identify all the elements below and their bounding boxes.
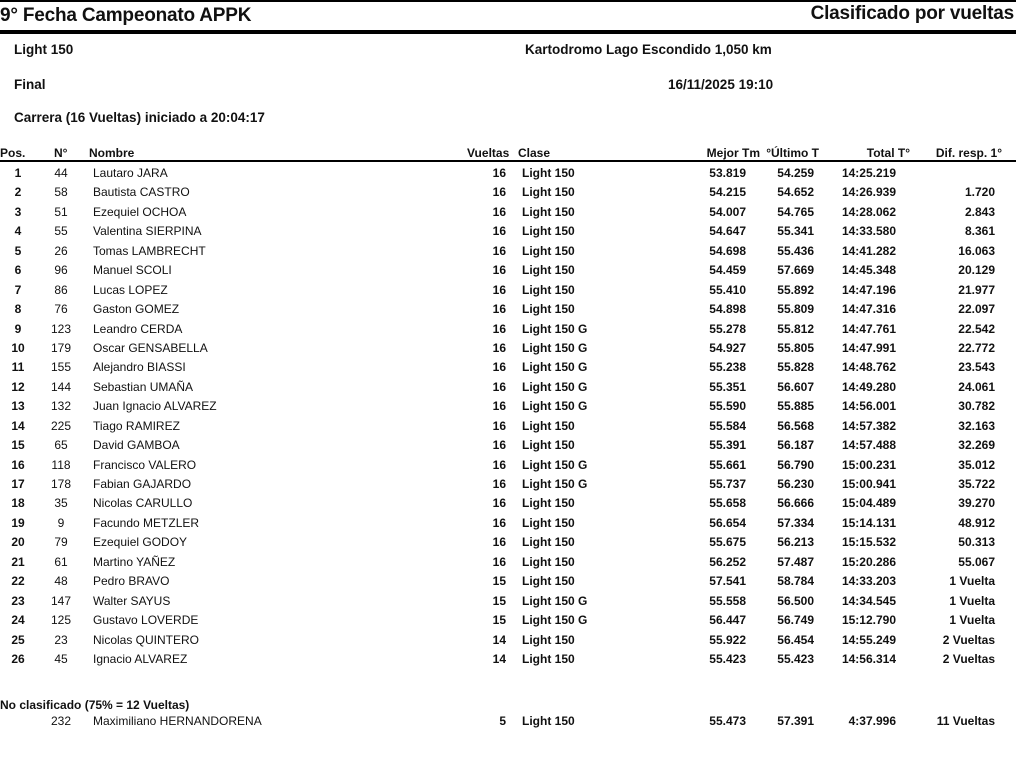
table-row	[0, 630, 1016, 649]
cell-driver-name: Alejandro BIASSI	[93, 360, 186, 375]
cell-driver-name: Nicolas QUINTERO	[93, 632, 200, 647]
cell-position: 6	[14, 263, 22, 278]
cell-position: 15	[11, 438, 25, 453]
cell-class: Light 150	[522, 632, 575, 647]
cell-driver-name: Nicolas CARULLO	[93, 496, 193, 511]
cell-total-time: 14:57.488	[841, 438, 896, 453]
cell-total-time: 14:26.939	[841, 185, 896, 200]
cell-total-time: 14:47.991	[841, 340, 896, 355]
cell-total-time: 14:45.348	[841, 263, 896, 278]
cell-laps: 5	[499, 714, 506, 728]
cell-best-lap: 55.351	[709, 379, 746, 394]
cell-driver-name: Ezequiel OCHOA	[93, 204, 187, 219]
cell-position: 11	[11, 360, 25, 375]
cell-gap-to-leader: 32.269	[958, 438, 995, 453]
cell-position: 3	[14, 204, 22, 219]
cell-kart-number: 58	[54, 185, 68, 200]
cell-last-lap: 55.828	[777, 360, 814, 375]
table-row	[0, 649, 1016, 668]
cell-gap-to-leader: 2.843	[964, 204, 995, 219]
cell-best-lap: 54.647	[709, 224, 746, 239]
cell-gap-to-leader: 11 Vueltas	[936, 714, 995, 728]
cell-gap-to-leader: 1.720	[964, 185, 995, 200]
event-title: 9° Fecha Campeonato APPK	[0, 5, 252, 26]
cell-last-lap: 56.500	[777, 593, 814, 608]
cell-gap-to-leader: 50.313	[958, 535, 995, 550]
cell-position: 24	[11, 613, 25, 628]
cell-last-lap: 55.341	[777, 224, 814, 239]
top-rule	[0, 0, 1016, 2]
results-table-body	[0, 163, 1016, 668]
cell-class: Light 150 G	[522, 321, 588, 336]
cell-kart-number: 51	[54, 204, 68, 219]
cell-best-lap: 55.922	[709, 632, 746, 647]
cell-last-lap: 56.213	[777, 535, 814, 550]
cell-laps: 16	[492, 282, 506, 297]
header-divider	[0, 30, 1016, 34]
cell-laps: 16	[492, 360, 506, 375]
cell-gap-to-leader: 22.542	[958, 321, 995, 336]
cell-last-lap: 57.487	[777, 554, 814, 569]
cell-kart-number: 44	[54, 166, 68, 180]
cell-gap-to-leader: 20.129	[958, 263, 995, 278]
table-row	[0, 319, 1016, 338]
cell-kart-number: 144	[50, 379, 72, 394]
cell-driver-name: Lucas LOPEZ	[93, 282, 168, 297]
cell-total-time: 4:37.996	[848, 714, 896, 728]
cell-class: Light 150	[522, 574, 575, 589]
cell-class: Light 150	[522, 651, 575, 666]
cell-driver-name: Manuel SCOLI	[93, 263, 172, 278]
sort-mode-label: Clasificado por vueltas	[810, 3, 1014, 24]
cell-kart-number: 26	[54, 243, 68, 258]
cell-kart-number: 23	[54, 632, 68, 647]
cell-gap-to-leader: 23.543	[958, 360, 995, 375]
cell-driver-name: Martino YAÑEZ	[93, 554, 176, 569]
cell-last-lap: 57.669	[777, 263, 814, 278]
cell-total-time: 14:25.219	[841, 166, 896, 180]
cell-class: Light 150	[522, 166, 575, 180]
table-header	[0, 144, 1016, 160]
cell-gap-to-leader: 2 Vueltas	[942, 632, 995, 647]
table-row	[0, 416, 1016, 435]
cell-position: 10	[11, 340, 25, 355]
cell-last-lap: 57.334	[777, 515, 814, 530]
col-header-best-time: Mejor Tm	[706, 146, 760, 160]
race-info: Carrera (16 Vueltas) iniciado a 20:04:17	[14, 110, 265, 125]
cell-last-lap: 55.892	[777, 282, 814, 297]
cell-class: Light 150 G	[522, 613, 588, 628]
cell-total-time: 15:12.790	[841, 613, 896, 628]
cell-kart-number: 55	[54, 224, 68, 239]
cell-position: 23	[11, 593, 25, 608]
cell-total-time: 14:55.249	[841, 632, 896, 647]
table-row	[0, 221, 1016, 240]
cell-total-time: 14:47.316	[841, 302, 896, 317]
cell-total-time: 14:56.314	[841, 651, 896, 666]
cell-gap-to-leader: 32.163	[958, 418, 995, 433]
table-row	[0, 571, 1016, 590]
cell-laps: 16	[492, 263, 506, 278]
cell-laps: 14	[492, 632, 506, 647]
cell-gap-to-leader: 30.782	[958, 399, 995, 414]
cell-gap-to-leader: 16.063	[958, 243, 995, 258]
cell-position: 25	[11, 632, 25, 647]
cell-best-lap: 55.737	[709, 477, 746, 491]
cell-best-lap: 54.898	[709, 302, 746, 317]
cell-total-time: 14:47.196	[841, 282, 896, 297]
cell-best-lap: 57.541	[709, 574, 746, 589]
cell-driver-name: Sebastian UMAÑA	[93, 379, 194, 394]
table-row	[0, 493, 1016, 512]
table-row	[0, 532, 1016, 551]
cell-total-time: 14:57.382	[841, 418, 896, 433]
cell-last-lap: 55.809	[777, 302, 814, 317]
cell-position: 26	[11, 651, 25, 666]
cell-class: Light 150	[522, 496, 575, 511]
table-row	[0, 513, 1016, 532]
cell-last-lap: 56.790	[777, 457, 814, 472]
cell-driver-name: Juan Ignacio ALVAREZ	[93, 399, 217, 414]
cell-class: Light 150	[522, 204, 575, 219]
cell-kart-number: 61	[54, 554, 68, 569]
track-label: Kartodromo Lago Escondido 1,050 km	[525, 42, 772, 57]
cell-best-lap: 55.661	[709, 457, 746, 472]
cell-laps: 16	[492, 399, 506, 414]
cell-kart-number: 48	[54, 574, 68, 589]
cell-laps: 16	[492, 166, 506, 180]
table-row	[0, 163, 1016, 182]
table-row	[0, 202, 1016, 221]
cell-driver-name: Tomas LAMBRECHT	[93, 243, 206, 258]
cell-kart-number: 118	[51, 457, 71, 472]
cell-laps: 16	[492, 477, 506, 491]
cell-class: Light 150	[522, 243, 575, 258]
cell-laps: 16	[492, 515, 506, 530]
table-row	[0, 711, 1016, 730]
cell-class: Light 150	[522, 224, 575, 239]
cell-laps: 16	[492, 418, 506, 433]
cell-class: Light 150	[522, 418, 575, 433]
cell-best-lap: 54.007	[709, 204, 746, 219]
cell-driver-name: Tiago RAMIREZ	[93, 418, 180, 433]
cell-driver-name: Ezequiel GODOY	[93, 535, 188, 550]
cell-driver-name: Fabian GAJARDO	[93, 477, 192, 491]
cell-total-time: 14:33.203	[841, 574, 896, 589]
cell-last-lap: 56.230	[777, 477, 814, 491]
cell-laps: 14	[492, 651, 506, 666]
cell-best-lap: 55.658	[709, 496, 746, 511]
cell-best-lap: 55.423	[709, 651, 746, 666]
cell-laps: 16	[492, 224, 506, 239]
cell-kart-number: 45	[54, 651, 68, 666]
cell-gap-to-leader: 1 Vuelta	[949, 574, 995, 589]
cell-kart-number: 232	[50, 714, 72, 728]
cell-kart-number: 225	[50, 418, 72, 433]
cell-class: Light 150 G	[522, 379, 588, 394]
cell-last-lap: 54.259	[777, 166, 814, 180]
cell-laps: 16	[492, 496, 506, 511]
cell-gap-to-leader: 35.012	[958, 457, 995, 472]
table-row	[0, 182, 1016, 201]
cell-best-lap: 54.927	[709, 340, 746, 355]
cell-last-lap: 54.652	[777, 185, 814, 200]
cell-driver-name: Ignacio ALVAREZ	[93, 651, 188, 666]
cell-position: 19	[11, 515, 25, 530]
cell-total-time: 14:41.282	[841, 243, 896, 258]
cell-gap-to-leader: 48.912	[958, 515, 995, 530]
cell-position: 7	[14, 282, 22, 297]
table-row	[0, 338, 1016, 357]
cell-position: 22	[11, 574, 25, 589]
cell-kart-number: 147	[50, 593, 72, 608]
cell-total-time: 15:04.489	[841, 496, 896, 511]
cell-position: 1	[14, 166, 22, 180]
cell-driver-name: Oscar GENSABELLA	[93, 340, 208, 355]
cell-laps: 16	[492, 321, 506, 336]
table-row	[0, 435, 1016, 454]
cell-driver-name: Pedro BRAVO	[93, 574, 170, 589]
cell-laps: 16	[492, 302, 506, 317]
cell-laps: 16	[492, 438, 506, 453]
cell-class: Light 150	[522, 263, 575, 278]
stage-label: Final	[14, 77, 46, 92]
cell-best-lap: 54.698	[709, 243, 746, 258]
cell-class: Light 150	[522, 282, 575, 297]
cell-total-time: 14:28.062	[841, 204, 896, 219]
cell-driver-name: Bautista CASTRO	[93, 185, 190, 200]
cell-driver-name: Facundo METZLER	[93, 515, 200, 530]
cell-gap-to-leader: 24.061	[958, 379, 995, 394]
cell-laps: 15	[492, 574, 506, 589]
category-label: Light 150	[14, 42, 74, 57]
cell-position: 5	[14, 243, 22, 258]
cell-driver-name: Gaston GOMEZ	[93, 302, 180, 317]
table-row	[0, 357, 1016, 376]
col-header-last-time: Último T°	[766, 146, 819, 160]
cell-laps: 16	[492, 554, 506, 569]
cell-laps: 16	[492, 340, 506, 355]
cell-position: 8	[14, 302, 22, 317]
cell-last-lap: 54.765	[777, 204, 814, 219]
cell-total-time: 15:15.532	[841, 535, 896, 550]
cell-best-lap: 55.410	[709, 282, 746, 297]
cell-laps: 16	[492, 204, 506, 219]
cell-last-lap: 56.454	[777, 632, 814, 647]
cell-last-lap: 58.784	[777, 574, 814, 589]
cell-total-time: 15:20.286	[841, 554, 896, 569]
cell-last-lap: 57.391	[777, 714, 814, 728]
cell-best-lap: 55.473	[709, 714, 746, 728]
cell-driver-name: Lautaro JARA	[93, 166, 168, 180]
cell-total-time: 14:47.761	[841, 321, 896, 336]
cell-last-lap: 55.436	[777, 243, 814, 258]
cell-last-lap: 55.423	[777, 651, 814, 666]
cell-total-time: 15:00.231	[841, 457, 896, 472]
cell-gap-to-leader: 55.067	[958, 554, 995, 569]
cell-best-lap: 55.391	[709, 438, 746, 453]
cell-gap-to-leader: 35.722	[958, 477, 995, 491]
col-header-class: Clase	[518, 146, 551, 160]
table-row	[0, 610, 1016, 629]
cell-last-lap: 56.749	[777, 613, 814, 628]
cell-class: Light 150 G	[522, 399, 588, 414]
cell-best-lap: 54.215	[709, 185, 746, 200]
cell-best-lap: 56.252	[709, 554, 746, 569]
cell-total-time: 14:49.280	[841, 379, 896, 394]
cell-laps: 16	[492, 185, 506, 200]
table-row	[0, 241, 1016, 260]
cell-kart-number: 79	[54, 535, 68, 550]
cell-best-lap: 55.675	[709, 535, 746, 550]
table-row	[0, 455, 1016, 474]
cell-position: 17	[11, 477, 25, 491]
table-row	[0, 260, 1016, 279]
cell-kart-number: 9	[57, 515, 65, 530]
table-row	[0, 396, 1016, 415]
cell-best-lap: 55.558	[709, 593, 746, 608]
table-row	[0, 552, 1016, 571]
table-header-rule	[0, 160, 1016, 162]
cell-position: 13	[11, 399, 25, 414]
cell-total-time: 14:33.580	[841, 224, 896, 239]
cell-kart-number: 179	[50, 340, 72, 355]
cell-laps: 16	[492, 457, 506, 472]
cell-position: 9	[14, 321, 22, 336]
cell-class: Light 150 G	[522, 457, 588, 472]
cell-kart-number: 178	[50, 477, 72, 491]
table-row	[0, 591, 1016, 610]
cell-last-lap: 55.805	[777, 340, 814, 355]
cell-last-lap: 56.568	[777, 418, 814, 433]
cell-class: Light 150	[522, 185, 575, 200]
cell-kart-number: 132	[50, 399, 72, 414]
cell-gap-to-leader: 1 Vuelta	[949, 613, 995, 628]
cell-best-lap: 53.819	[709, 166, 746, 180]
cell-class: Light 150 G	[522, 340, 588, 355]
cell-laps: 16	[492, 379, 506, 394]
cell-class: Light 150	[522, 302, 575, 317]
table-row	[0, 299, 1016, 318]
cell-best-lap: 56.654	[709, 515, 746, 530]
cell-total-time: 15:14.131	[841, 515, 896, 530]
not-classified-table-body	[0, 711, 1016, 730]
col-header-pos: Pos.	[0, 146, 26, 160]
cell-gap-to-leader: 1 Vuelta	[949, 593, 995, 608]
cell-total-time: 14:48.762	[841, 360, 896, 375]
cell-position: 12	[11, 379, 25, 394]
cell-position: 21	[11, 554, 25, 569]
table-row	[0, 474, 1016, 493]
cell-best-lap: 55.590	[709, 399, 746, 414]
cell-kart-number: 96	[54, 263, 68, 278]
cell-laps: 15	[492, 613, 506, 628]
cell-position: 20	[11, 535, 25, 550]
cell-class: Light 150	[522, 554, 575, 569]
cell-driver-name: Leandro CERDA	[93, 321, 183, 336]
cell-class: Light 150 G	[522, 477, 588, 491]
cell-position: 14	[11, 418, 25, 433]
cell-last-lap: 56.187	[777, 438, 814, 453]
cell-driver-name: Walter SAYUS	[93, 593, 171, 608]
cell-driver-name: Gustavo LOVERDE	[93, 613, 199, 628]
cell-gap-to-leader: 21.977	[958, 282, 995, 297]
cell-driver-name: Valentina SIERPINA	[93, 224, 202, 239]
cell-kart-number: 76	[54, 302, 68, 317]
cell-best-lap: 54.459	[709, 263, 746, 278]
cell-kart-number: 125	[50, 613, 72, 628]
cell-gap-to-leader: 22.097	[958, 302, 995, 317]
cell-best-lap: 55.238	[709, 360, 746, 375]
table-row	[0, 280, 1016, 299]
cell-total-time: 14:56.001	[841, 399, 896, 414]
cell-total-time: 15:00.941	[841, 477, 896, 491]
cell-driver-name: Maximiliano HERNANDORENA	[93, 714, 262, 728]
cell-position: 18	[11, 496, 25, 511]
cell-laps: 16	[492, 243, 506, 258]
cell-kart-number: 65	[54, 438, 68, 453]
cell-last-lap: 56.607	[777, 379, 814, 394]
not-classified-title: No clasificado (75% = 12 Vueltas)	[0, 698, 190, 712]
cell-kart-number: 86	[54, 282, 68, 297]
col-header-number: N°	[54, 146, 68, 160]
cell-last-lap: 55.885	[777, 399, 814, 414]
cell-position: 4	[14, 224, 22, 239]
cell-gap-to-leader: 8.361	[964, 224, 995, 239]
cell-class: Light 150	[522, 438, 575, 453]
cell-kart-number: 123	[50, 321, 72, 336]
cell-class: Light 150 G	[522, 593, 588, 608]
cell-position: 2	[14, 185, 22, 200]
cell-laps: 16	[492, 535, 506, 550]
cell-class: Light 150	[522, 714, 575, 728]
col-header-laps: Vueltas	[467, 146, 510, 160]
cell-class: Light 150	[522, 515, 575, 530]
cell-class: Light 150 G	[522, 360, 588, 375]
cell-laps: 15	[492, 593, 506, 608]
cell-best-lap: 55.278	[709, 321, 746, 336]
col-header-total-time: Total T°	[866, 146, 910, 160]
cell-last-lap: 56.666	[777, 496, 814, 511]
cell-total-time: 14:34.545	[841, 593, 896, 608]
cell-gap-to-leader: 39.270	[958, 496, 995, 511]
cell-gap-to-leader: 2 Vueltas	[942, 651, 995, 666]
cell-kart-number: 155	[50, 360, 72, 375]
datetime-label: 16/11/2025 19:10	[668, 77, 774, 92]
cell-last-lap: 55.812	[777, 321, 814, 336]
cell-best-lap: 55.584	[709, 418, 746, 433]
col-header-name: Nombre	[89, 146, 135, 160]
cell-driver-name: David GAMBOA	[93, 438, 180, 453]
cell-position: 16	[11, 457, 25, 472]
cell-best-lap: 56.447	[709, 613, 746, 628]
cell-class: Light 150	[522, 535, 575, 550]
cell-gap-to-leader: 22.772	[958, 340, 995, 355]
table-row	[0, 377, 1016, 396]
col-header-gap: Dif. resp. 1°	[935, 146, 1002, 160]
cell-driver-name: Francisco VALERO	[93, 457, 197, 472]
cell-kart-number: 35	[54, 496, 68, 511]
